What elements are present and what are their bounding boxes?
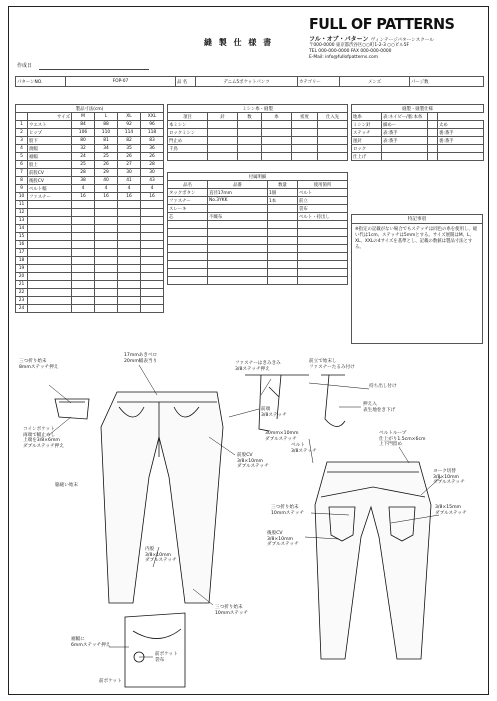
thread-table-title: 縫製・縫製仕様 xyxy=(352,105,484,113)
callout-fly-overlap: 持ち出し付け xyxy=(369,384,397,389)
seam-col-head: 糸 xyxy=(262,113,292,121)
callout-belt-front: 前立で始末し ファスナーたるみ付け xyxy=(309,359,355,370)
size-row: 9 ベルト幅 4 4 4 4 xyxy=(16,185,164,193)
page-title: 縫 製 仕 様 書 xyxy=(204,38,274,47)
seam-col-head: 針 xyxy=(208,113,238,121)
zipper-detail xyxy=(245,375,309,431)
callout-fly-stitch: 17mmあきベロ 20mm幅表当り xyxy=(124,353,158,364)
parts-row: 芯 不織布 ベルト・持出し xyxy=(168,213,348,221)
garment-drawings xyxy=(9,7,489,695)
jeans-front-drawing xyxy=(101,392,223,603)
callout-fly-front: 前端 3/8ステッチ xyxy=(261,407,287,418)
item-label: 品 名 xyxy=(176,77,196,87)
size-row: 3 股下 80 81 82 83 xyxy=(16,137,164,145)
callout-back-pocket: 三つ折り始末 10mmステッチ xyxy=(271,505,305,516)
size-row: 8 後股CV 38 40 41 43 xyxy=(16,177,164,185)
size-row: 1 ウエスト 84 88 92 96 xyxy=(16,121,164,129)
thread-row: 地糸 表:ネイビー/裏:本糸 xyxy=(352,113,484,121)
parts-col-head: 使用箇所 xyxy=(298,181,348,189)
callout-back-pocket-stitch: 3/8×15mm ダブルステッチ xyxy=(435,505,467,516)
callout-zipper: ファスナーはきみきみ 3/8ステッチ押え xyxy=(235,361,281,372)
size-row: 10 ファスナー 16 16 16 16 xyxy=(16,193,164,201)
size-row-empty: 22 xyxy=(16,289,164,297)
size-row-empty: 18 xyxy=(16,257,164,265)
callout-belt: ベルト 3/8ステッチ xyxy=(291,443,317,454)
notes-text: ※指定の記載がない場合でもステッチは同色の糸を使用し、縫い代は1cm、ステッチは5mmとする。サイズ展開はM、L、XL、XXLの4サイズを基準とし、記載の数値は製品寸法とする。 xyxy=(355,227,478,251)
callout-back-cv: 後股CV 3/8×10mm ダブルステッチ xyxy=(267,531,299,547)
size-row-empty: 14 xyxy=(16,225,164,233)
size-row-empty: 21 xyxy=(16,281,164,289)
thread-row: 運針 表:番手 裏:番手 xyxy=(352,137,484,145)
brand-address: 〒000-0000 東京都渋谷区○○町1-2-3 ○○ビル5F xyxy=(309,43,410,48)
callout-inseam: 内股 3/8×10mm ダブルステッチ xyxy=(145,547,177,563)
parts-col-head: 品名 xyxy=(168,181,208,189)
pattern-no-label: パターンNO. xyxy=(16,77,66,87)
thread-row: ミシン針 細めー 太め xyxy=(352,121,484,129)
size-col-head: M xyxy=(72,113,95,121)
size-label-head: サイズ xyxy=(28,113,72,121)
callout-hem: 三つ折り始末 10mmステッチ xyxy=(215,605,249,616)
callout-bottom-hem: 裾幅に 6mmステッチ押え xyxy=(71,637,111,648)
size-row-empty: 19 xyxy=(16,265,164,273)
size-row: 2 ヒップ 106 110 114 118 xyxy=(16,129,164,137)
size-row: 4 渡幅 32 34 35 36 xyxy=(16,145,164,153)
callout-coin-pocket: コインポケット 両端で幅止めし 上端を3/8×6mm ダブルステッチ押え xyxy=(23,427,64,449)
callout-front-double: 30mm×10mm ダブルステッチ xyxy=(265,431,299,442)
size-row: 5 裾幅 24 25 26 26 xyxy=(16,153,164,161)
brand-kana: フル・オブ・パターン ヴィンテージパターンスクール xyxy=(309,36,434,43)
callout-bottom-pocket: 前ポケット 袋布 xyxy=(155,652,178,663)
date-label: 作成日 xyxy=(17,63,33,69)
callout-yoke: ヨーク切替 3/8×10mm ダブルステッチ xyxy=(433,469,465,485)
pattern-no-value: FOP-07 xyxy=(66,77,176,87)
callout-side-seam: 脇縫い始末 xyxy=(55,483,78,488)
pocket-bag-detail xyxy=(125,613,185,687)
seam-row-label: 本ミシン xyxy=(168,121,208,129)
seam-row-label: 千鳥 xyxy=(168,145,208,153)
parts-col-head: 数量 xyxy=(268,181,298,189)
size-row-empty: 15 xyxy=(16,233,164,241)
category-label: カテゴリー xyxy=(298,77,340,87)
seam-row-label: ロックミシン xyxy=(168,129,208,137)
seam-table-title: ミシン糸・縫製 xyxy=(168,105,348,113)
callout-bottom-label: 前ポケット xyxy=(99,679,122,684)
size-row: 6 股上 25 26 27 28 xyxy=(16,161,164,169)
parts-row: スレーキ 袋布 xyxy=(168,205,348,213)
callout-front-cv: 前股CV 3/8×10mm ダブルステッチ xyxy=(237,453,269,469)
thread-row: 仕上げ xyxy=(352,153,484,161)
size-row-empty: 13 xyxy=(16,217,164,225)
thread-row: ステッチ 表:番手 裏:番手 xyxy=(352,129,484,137)
callout-coin-pocket-top: 三つ折り始末 8mmステッチ押え xyxy=(19,359,59,370)
size-col-head: L xyxy=(95,113,118,121)
seam-col-head: 仕入先 xyxy=(318,113,348,121)
size-row-empty: 11 xyxy=(16,201,164,209)
size-table-title: 製品寸法(cm) xyxy=(16,105,164,113)
page-label: パージ数 xyxy=(410,77,484,87)
brand-email: E-Mail: info@fullofpatterns.com xyxy=(309,54,378,60)
parts-col-head: 品番 xyxy=(208,181,268,189)
parts-row: タックボタン 直径17mm 1個 ベルト xyxy=(168,189,348,197)
spec-sheet xyxy=(8,6,489,695)
fly-detail xyxy=(321,375,345,427)
seam-row-label: 閂止め xyxy=(168,137,208,145)
brand-name: FULL OF PATTERNS xyxy=(309,15,455,33)
notes-title: 特記事項 xyxy=(352,215,482,224)
size-col-head: XXL xyxy=(141,113,164,121)
seam-col-head: 密度 xyxy=(292,113,318,121)
size-row-empty: 23 xyxy=(16,297,164,305)
thread-row: ロック xyxy=(352,145,484,153)
seam-col-head: 項目 xyxy=(168,113,208,121)
size-row-empty: 12 xyxy=(16,209,164,217)
parts-table-title: 付属明細 xyxy=(168,173,348,181)
size-row: 7 前股CV 28 29 30 30 xyxy=(16,169,164,177)
category-value: メンズ xyxy=(340,77,410,87)
jeans-back-drawing xyxy=(315,462,431,659)
seam-col-head: 数 xyxy=(238,113,262,121)
coin-pocket-detail xyxy=(55,399,89,419)
size-row-empty: 24 xyxy=(16,305,164,313)
brand-phone: TEL 000-000-0000 FAX 000-000-0000 xyxy=(309,48,392,54)
size-row-empty: 17 xyxy=(16,249,164,257)
item-name-value: デニム5ポケットパンツ xyxy=(196,77,298,87)
parts-row: ファスナー No.3YKK 1本 前立 xyxy=(168,197,348,205)
size-col-head: XL xyxy=(118,113,141,121)
callout-belt-loop: ベルトループ 仕上がり1.5cm×6cm 上下閂留め xyxy=(379,431,426,447)
size-row-empty: 16 xyxy=(16,241,164,249)
size-row-empty: 20 xyxy=(16,273,164,281)
callout-pocket-lining: 押え入 表生地巻き下げ xyxy=(363,402,396,413)
